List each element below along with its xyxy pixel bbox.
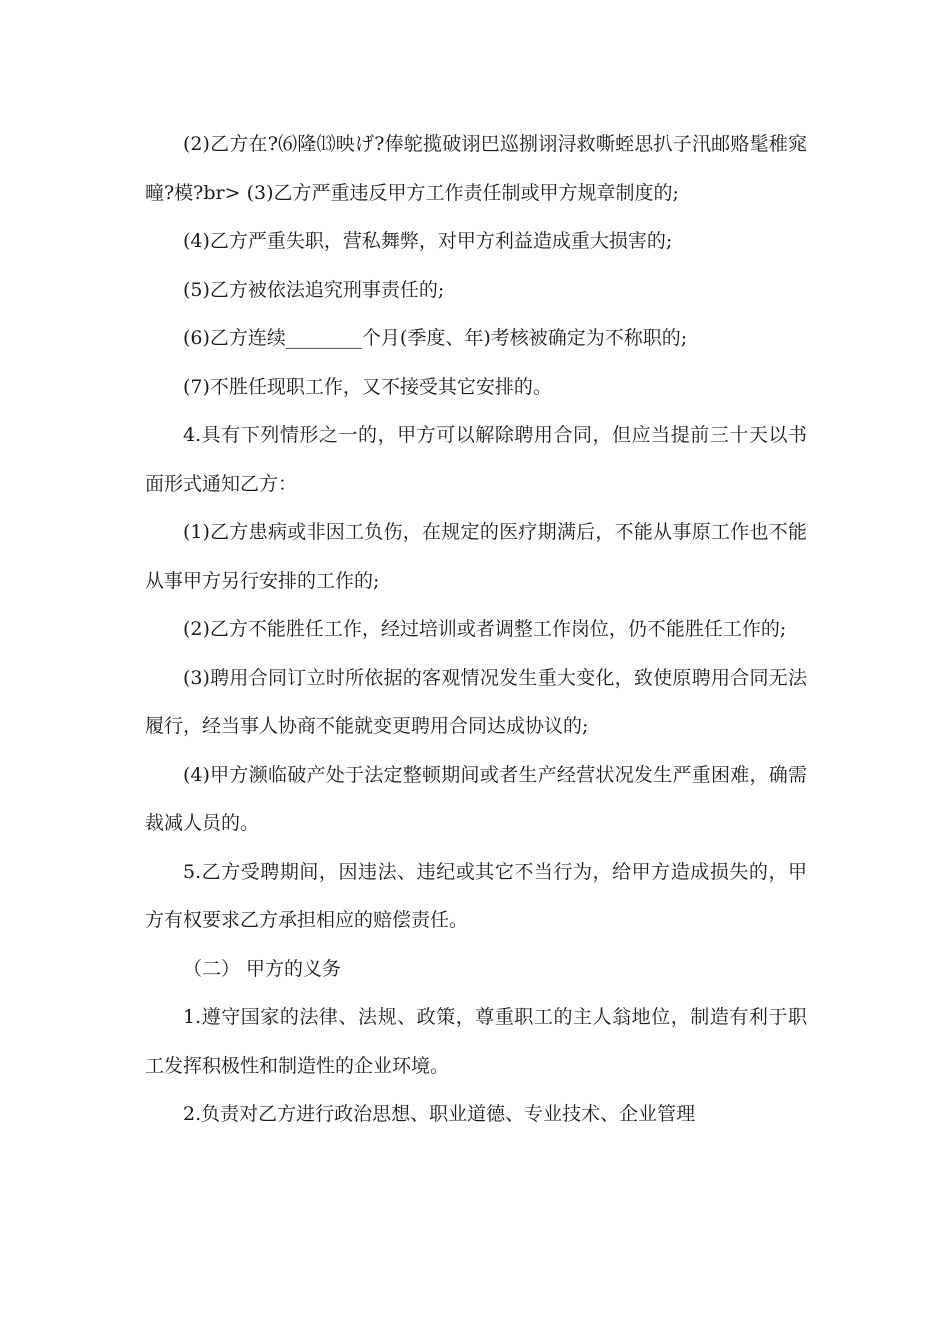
clause-paragraph: (6)乙方连续________个月(季度、年)考核被确定为不称职的; [183,327,688,349]
clause-paragraph: (2)乙方在?⑹隆⒀映げ?俸鸵揽破诩巴巡捌诩浔救嘶蛭思扒子汛邮赂髦稚窕疃?模?br> (3)乙方严重违反甲方工作责任制或甲方规章制度的; [145,133,807,204]
document-body [145,120,807,1139]
clause-paragraph: 1.遵守国家的法律、法规、政策，尊重职工的主人翁地位，制造有利于职工发挥积极性和制造性的企业环境。 [145,1006,807,1077]
clause-paragraph: 5.乙方受聘期间，因违法、违纪或其它不当行为，给甲方造成损失的，甲方有权要求乙方承担相应的赔偿责任。 [145,860,807,931]
section-heading: （二） 甲方的义务 [183,957,342,980]
clause-paragraph: (7)不胜任现职工作，又不接受其它安排的。 [183,375,552,398]
clause-paragraph: (4)乙方严重失职，营私舞弊，对甲方利益造成重大损害的; [183,230,673,252]
clause-paragraph: (4)甲方濒临破产处于法定整顿期间或者生产经营状况发生严重困难，确需裁减人员的。 [145,763,807,834]
clause-paragraph: (5)乙方被依法追究刑事责任的; [183,278,445,301]
clause-paragraph: (1)乙方患病或非因工负伤，在规定的医疗期满后，不能从事原工作也不能从事甲方另行安排的工作的; [145,521,807,592]
clause-paragraph: 2.负责对乙方进行政治思想、职业道德、专业技术、企业管理 [183,1103,696,1125]
clause-paragraph: 4.具有下列情形之一的，甲方可以解除聘用合同，但应当提前三十天以书面形式通知乙方： [145,424,807,495]
clause-paragraph: (3)聘用合同订立时所依据的客观情况发生重大变化，致使原聘用合同无法履行，经当事人协商不能就变更聘用合同达成协议的; [145,666,807,737]
clause-paragraph: (2)乙方不能胜任工作，经过培训或者调整工作岗位，仍不能胜任工作的; [183,618,787,640]
